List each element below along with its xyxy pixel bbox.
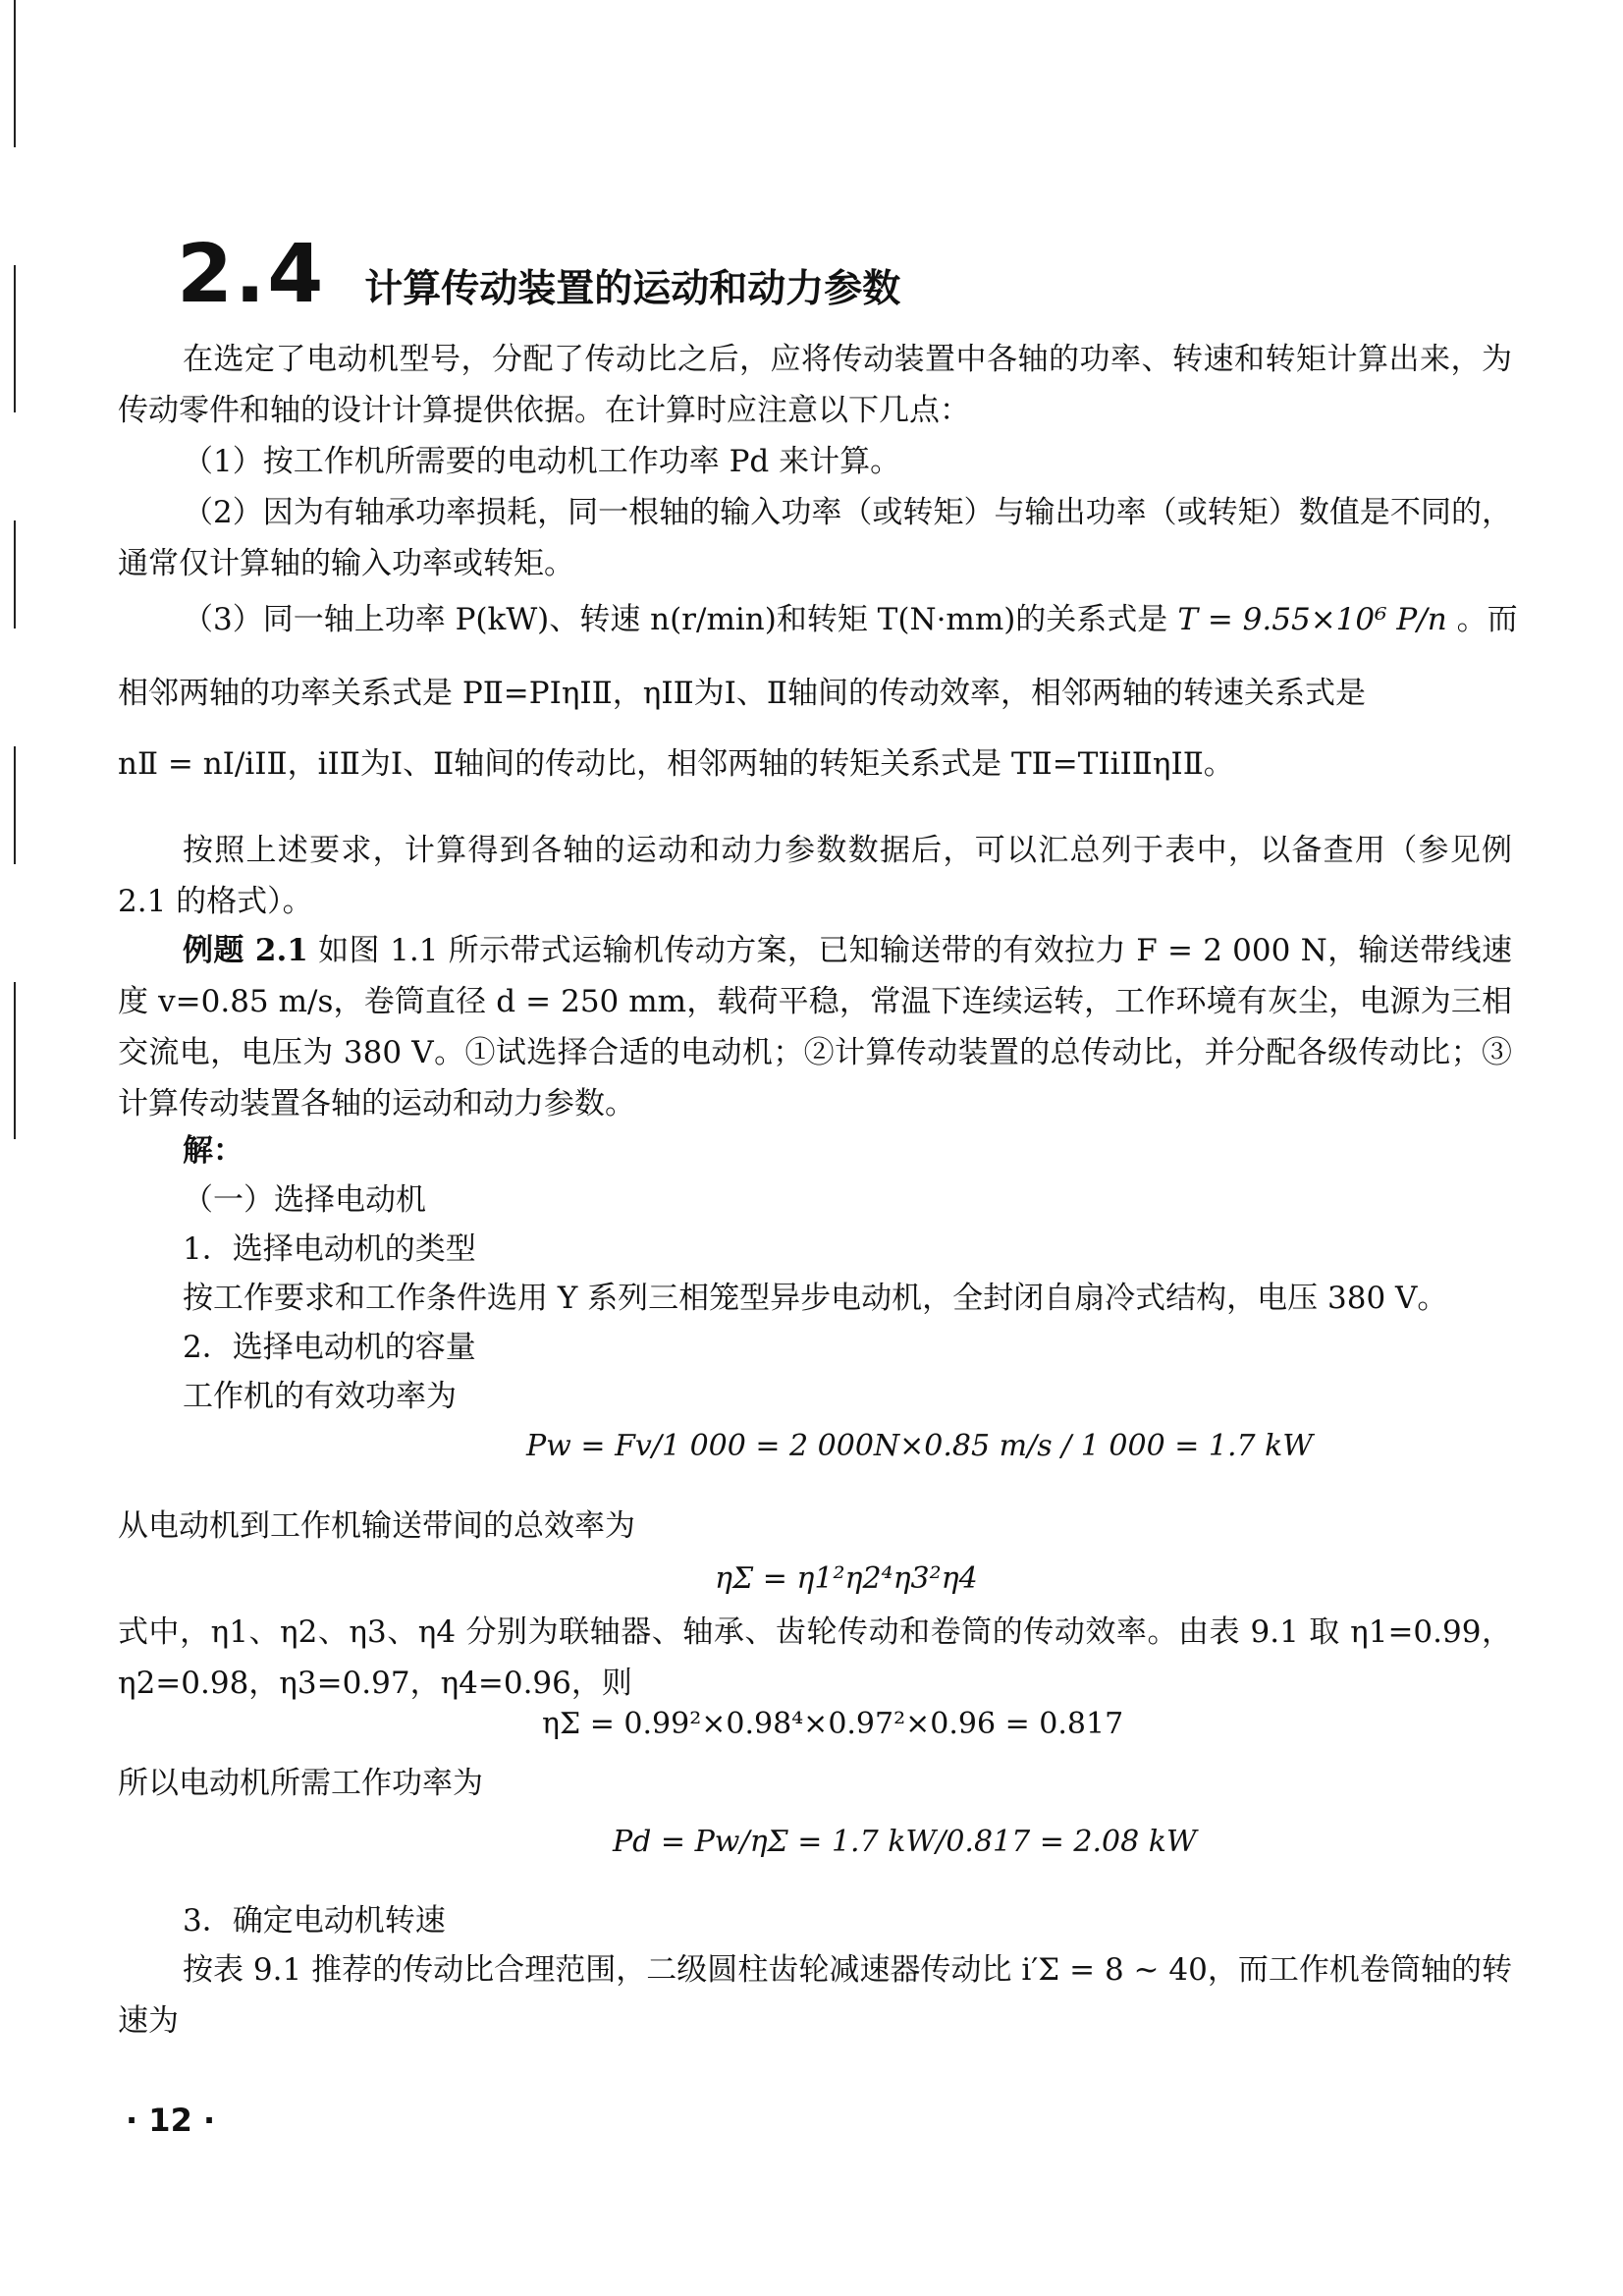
margin-mark [14, 0, 16, 147]
equation-pd: Pd = Pw/ηΣ = 1.7 kW/0.817 = 2.08 kW [613, 1825, 1197, 1859]
step-2-text: 工作机的有效功率为 [183, 1379, 457, 1414]
efficiency-text: 从电动机到工作机输送带间的总效率为 [118, 1508, 635, 1544]
point-3-power: 相邻两轴的功率关系式是 PⅡ=PⅠηⅠⅡ，ηⅠⅡ为Ⅰ、Ⅱ轴间的传动效率，相邻两轴的转速关系式是 [118, 676, 1366, 711]
step-1: 1．选择电动机的类型 [183, 1231, 476, 1267]
step-3: 3．确定电动机转速 [183, 1903, 446, 1939]
section-heading [177, 228, 900, 321]
step-1-text: 按工作要求和工作条件选用 Y 系列三相笼型异步电动机，全封闭自扇冷式结构，电压 380 V。 [183, 1281, 1448, 1316]
margin-mark [14, 520, 16, 629]
example-text: 如图 1.1 所示带式运输机传动方案，已知输送带的有效拉力 F = 2 000 N，输送带线速度 v=0.85 m/s，卷筒直径 d = 250 mm，载荷平稳，常温下连续运转，工作环境有灰尘，电源为三相交流电，电压为 380 V。①试选择合适的电动机；②计算传动装置的总传动比，并分配各级传动比；③计算传动装置各轴的运动和动力参数。 [118, 933, 1513, 1121]
example-paragraph [118, 925, 1512, 1129]
pd-text: 所以电动机所需工作功率为 [118, 1766, 483, 1801]
step-0: （一）选择电动机 [183, 1182, 426, 1218]
step-3-text: 按表 9.1 推荐的传动比合理范围，二级圆柱齿轮减速器传动比 i′Σ = 8 ~ 40，而工作机卷筒轴的转速为 [118, 1952, 1512, 2039]
equation-eta: ηΣ = η1²η2⁴η3²η4 [715, 1561, 978, 1596]
margin-mark [14, 746, 16, 864]
efficiency-explain: 式中，η1、η2、η3、η4 分别为联轴器、轴承、齿轮传动和卷筒的传动效率。由表 9.1 取 η1=0.99，η2=0.98，η3=0.97，η4=0.96，则 [118, 1614, 1512, 1701]
point-3-speed: nⅡ = nⅠ/iⅠⅡ，iⅠⅡ为Ⅰ、Ⅱ轴间的传动比，相邻两轴的转矩关系式是 TⅡ=TⅠiⅠⅡηⅠⅡ。 [118, 746, 1234, 782]
page-number: · 12 · [126, 2102, 216, 2139]
solution-label: 解： [183, 1133, 243, 1169]
section-number: 2.4 [177, 228, 326, 321]
intro-paragraph: 在选定了电动机型号，分配了传动比之后，应将传动装置中各轴的功率、转速和转矩计算出来，为传动零件和轴的设计计算提供依据。在计算时应注意以下几点： [118, 342, 1512, 428]
section-title: 计算传动装置的运动和动力参数 [364, 267, 901, 311]
summary-paragraph: 按照上述要求，计算得到各轴的运动和动力参数数据后，可以汇总列于表中，以备查用（参见例 2.1 的格式）。 [118, 833, 1512, 919]
point-3-line [183, 594, 1518, 645]
step-2: 2．选择电动机的容量 [183, 1330, 476, 1365]
point-2: （2）因为有轴承功率损耗，同一根轴的输入功率（或转矩）与输出功率（或转矩）数值是不同的，通常仅计算轴的输入功率或转矩。 [118, 495, 1512, 581]
point-3-text: （3）同一轴上功率 P(kW)、转速 n(r/min)和转矩 T(N·mm)的关系式是 [183, 602, 1168, 637]
margin-mark [14, 265, 16, 412]
margin-mark [14, 982, 16, 1139]
example-label: 例题 2.1 [183, 933, 308, 968]
equation-eta-value: ηΣ = 0.99²×0.98⁴×0.97²×0.96 = 0.817 [542, 1707, 1124, 1741]
point-1: （1）按工作机所需要的电动机工作功率 Pd 来计算。 [183, 444, 901, 479]
point-3-formula: T = 9.55×10⁶ P/n [1177, 602, 1447, 637]
equation-pw: Pw = Fv/1 000 = 2 000N×0.85 m/s / 1 000 = 1.7 kW [526, 1429, 1314, 1463]
point-3-tail: 。而 [1456, 602, 1518, 637]
